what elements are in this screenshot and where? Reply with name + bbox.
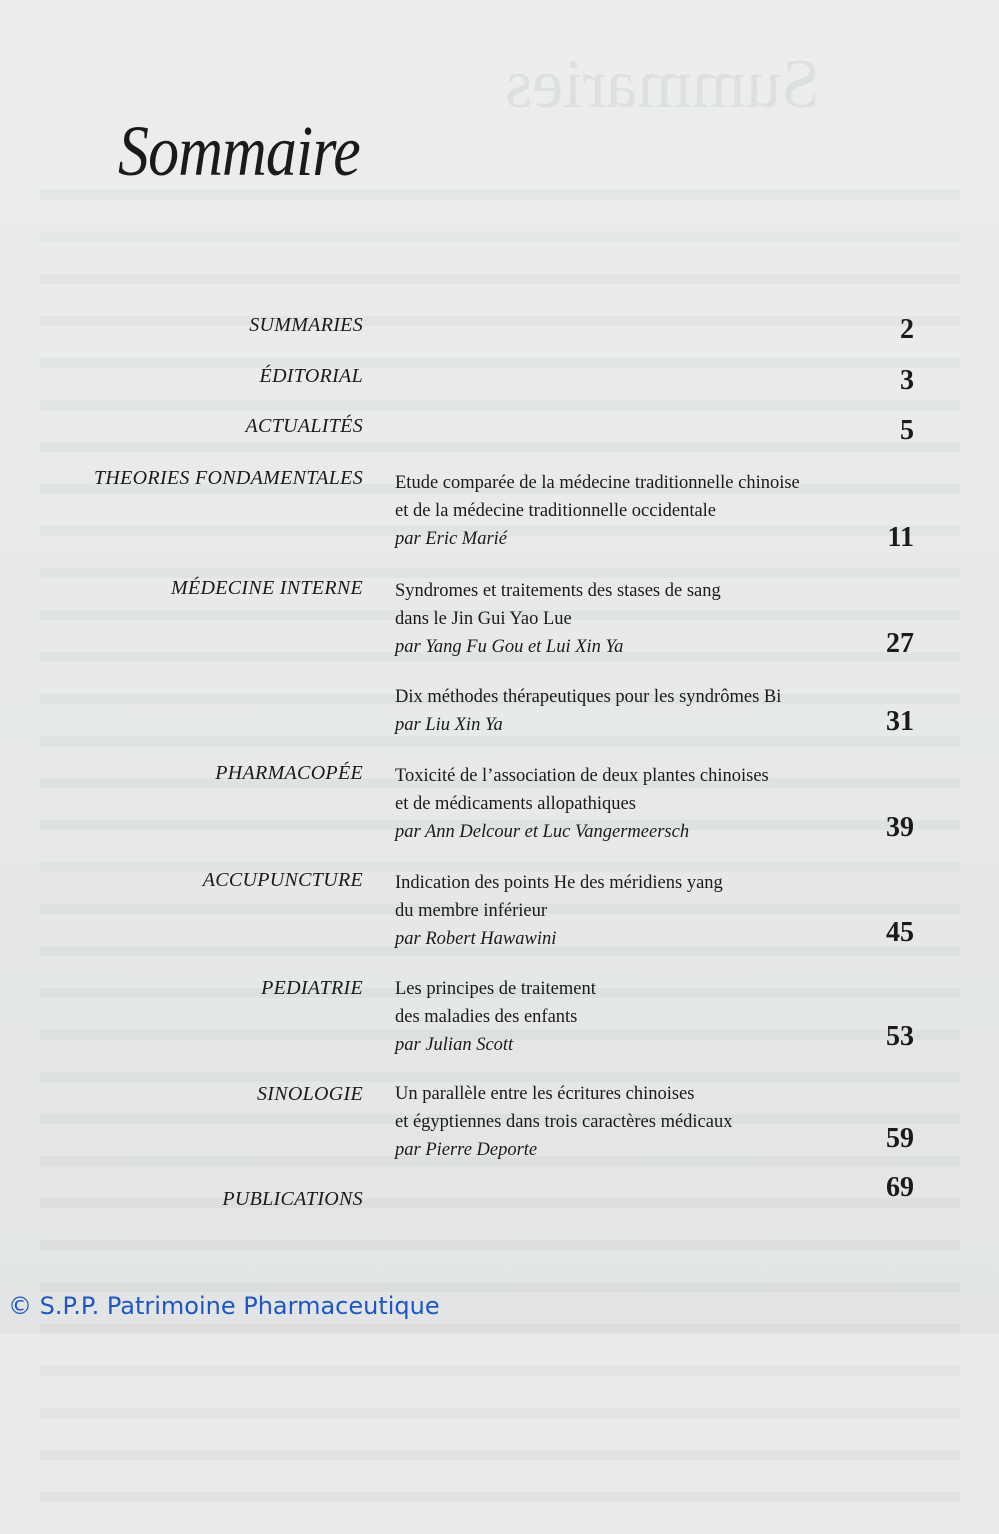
article-title-line: et de médicaments allopathiques [395, 794, 636, 814]
page-number-theories: 11 [887, 522, 914, 553]
article-title-line: Etude comparée de la médecine traditionnelle chinoise [395, 473, 800, 493]
rubric-theories-fondamentales: THEORIES FONDAMENTALES [94, 467, 363, 489]
article-accupuncture [395, 869, 895, 953]
article-author: par Julian Scott [395, 1035, 514, 1055]
rubric-summaries: SUMMARIES [249, 314, 363, 336]
rubric-pharmacopee: PHARMACOPÉE [215, 762, 363, 784]
page-title: Sommaire [118, 111, 360, 191]
article-title-line: du membre inférieur [395, 901, 548, 921]
article-author: par Pierre Deporte [395, 1140, 538, 1160]
article-title-line: Un parallèle entre les écritures chinoises [395, 1084, 695, 1104]
article-author: par Ann Delcour et Luc Vangermeersch [395, 822, 690, 842]
rubric-pediatrie: PEDIATRIE [261, 977, 363, 999]
article-author: par Yang Fu Gou et Lui Xin Ya [395, 637, 624, 657]
show-through-text: Summaries [505, 46, 820, 123]
page-number-editorial: 3 [900, 365, 914, 396]
rubric-medecine-interne: MÉDECINE INTERNE [170, 577, 363, 599]
article-author: par Robert Hawawini [395, 929, 557, 949]
article-title-line: Indication des points He des méridiens yang [395, 873, 723, 893]
rubric-actualites: ACTUALITÉS [245, 415, 363, 437]
article-title-line: Toxicité de l’association de deux plantes chinoises [395, 766, 769, 786]
page-number-accupuncture: 45 [886, 917, 914, 948]
rubric-publications: PUBLICATIONS [222, 1188, 363, 1210]
article-author: par Eric Marié [395, 529, 508, 549]
page-number-pediatrie: 53 [886, 1021, 914, 1052]
rubric-editorial: ÉDITORIAL [259, 365, 363, 387]
article-title-line: et de la médecine traditionnelle occidentale [395, 501, 717, 521]
article-title-line: Les principes de traitement [395, 979, 596, 999]
page-number-publications: 69 [886, 1172, 914, 1203]
article-title-line: Dix méthodes thérapeutiques pour les syndrômes Bi [395, 687, 782, 707]
article-title-line: et égyptiennes dans trois caractères médicaux [395, 1112, 733, 1132]
article-pharmacopee [395, 762, 895, 846]
page-number-pharmacopee: 39 [886, 812, 914, 843]
article-title-line: des maladies des enfants [395, 1007, 578, 1027]
article-title-line: dans le Jin Gui Yao Lue [395, 609, 572, 629]
page-number-summaries: 2 [900, 314, 914, 345]
page-number-dix-methodes: 31 [886, 706, 914, 737]
rubric-sinologie: SINOLOGIE [256, 1083, 363, 1105]
article-pediatrie [395, 975, 895, 1059]
article-sinologie [395, 1080, 895, 1164]
page-number-sinologie: 59 [886, 1123, 914, 1154]
rubric-accupuncture: ACCUPUNCTURE [202, 869, 363, 891]
article-dix-methodes [395, 683, 895, 739]
article-medecine-interne [395, 577, 895, 661]
show-through-lines [40, 190, 960, 1534]
copyright-watermark: © S.P.P. Patrimoine Pharmaceutique [8, 1292, 440, 1320]
page-number-medecine-interne: 27 [886, 628, 914, 659]
article-theories [395, 469, 895, 553]
article-author: par Liu Xin Ya [395, 715, 503, 735]
page-number-actualites: 5 [900, 415, 914, 446]
article-title-line: Syndromes et traitements des stases de sang [395, 581, 721, 601]
